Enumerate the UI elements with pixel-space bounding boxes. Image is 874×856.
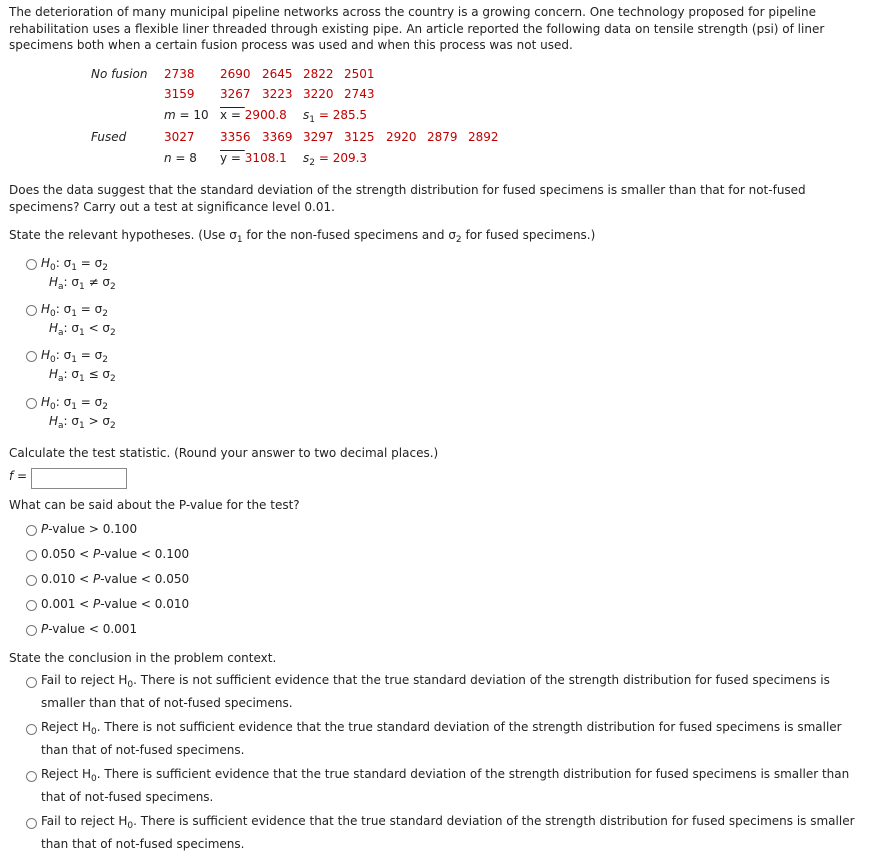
alt-hypothesis: $H_a$: $\sigma_1 < \sigma_2$ — [49, 321, 116, 338]
radio-button[interactable] — [26, 351, 37, 362]
sample-size-n: n = 8 — [164, 151, 197, 165]
table-cell: 2822 — [303, 67, 334, 81]
table-cell: 2501 — [344, 67, 375, 81]
pvalue-option-label: 0.001 < P-value < 0.010 — [41, 597, 190, 611]
pvalue-option-label: P-value > 0.100 — [41, 522, 138, 536]
null-hypothesis: $H_0$: $\sigma_1 = \sigma_2$ — [41, 256, 108, 273]
conclusion-prompt: State the conclusion in the problem context. — [9, 651, 277, 665]
table-cell: 2743 — [344, 87, 375, 101]
calc-prompt: Calculate the test statistic. (Round your answer to two decimal places.) — [9, 446, 439, 460]
sd-s2: $s_2 = 209.3$ — [303, 151, 368, 168]
table-cell: 3369 — [262, 130, 293, 144]
mean-x: x = 2900.8 — [220, 108, 287, 122]
radio-button[interactable] — [26, 305, 37, 316]
table-cell: 3356 — [220, 130, 251, 144]
conclusion-text: Reject $H_0$. There is sufficient evidence that the true standard deviation of the strength distribution for fused specimens is smaller than that of not-fused specimens. — [41, 767, 850, 804]
radio-button[interactable] — [26, 259, 37, 270]
table-cell: 2690 — [220, 67, 251, 81]
table-cell: 3125 — [344, 130, 375, 144]
f-label: f = — [9, 469, 28, 483]
pvalue-option-label: 0.050 < P-value < 0.100 — [41, 547, 190, 561]
null-hypothesis: $H_0$: $\sigma_1 = \sigma_2$ — [41, 395, 108, 412]
conclusion-text: Reject $H_0$. There is not sufficient evidence that the true standard deviation of the strength distribution for fused specimens is smaller than that of not-fused specimens. — [41, 720, 842, 757]
table-cell: 3223 — [262, 87, 293, 101]
radio-button[interactable] — [26, 525, 37, 536]
conclusion-text: Fail to reject $H_0$. There is not sufficient evidence that the true standard deviation of the strength distribution for fused specimens is smaller than that of not-fused specimens. — [41, 673, 830, 710]
sample-size-m: m = 10 — [164, 108, 209, 122]
no-fusion-label: No fusion — [91, 67, 148, 81]
table-cell: 3267 — [220, 87, 251, 101]
radio-button[interactable] — [26, 818, 37, 829]
table-cell: 2892 — [468, 130, 499, 144]
radio-button[interactable] — [26, 398, 37, 409]
radio-button[interactable] — [26, 600, 37, 611]
radio-button[interactable] — [26, 575, 37, 586]
null-hypothesis: $H_0$: $\sigma_1 = \sigma_2$ — [41, 302, 108, 319]
table-cell: 2920 — [386, 130, 417, 144]
table-cell: 3159 — [164, 87, 195, 101]
null-hypothesis: $H_0$: $\sigma_1 = \sigma_2$ — [41, 348, 108, 365]
alt-hypothesis: $H_a$: $\sigma_1 \le \sigma_2$ — [49, 367, 116, 384]
hypotheses-prompt: State the relevant hypotheses. (Use $\sigma_1$ for the non-fused specimens and $\sigma_2$ for fused specimens.) — [9, 228, 596, 245]
table-cell: 2645 — [262, 67, 293, 81]
mean-y: y = 3108.1 — [220, 151, 287, 165]
table-cell: 3297 — [303, 130, 334, 144]
pvalue-option-label: P-value < 0.001 — [41, 622, 138, 636]
question-text: Does the data suggest that the standard deviation of the strength distribution for fused specimens is smaller than that for not-fused specimens? Carry out a test at significance level 0.01. — [9, 183, 806, 214]
problem-intro: The deterioration of many municipal pipeline networks across the country is a growing concern. One technology proposed for pipeline rehabilitation uses a flexible liner threaded through existing pipe. An article reported the following data on tensile strength (psi) of liner specimens both when a certain fusion process was used and when this process was not used. — [9, 5, 825, 52]
table-cell: 2738 — [164, 67, 195, 81]
alt-hypothesis: $H_a$: $\sigma_1 \ne \sigma_2$ — [49, 275, 116, 292]
radio-button[interactable] — [26, 550, 37, 561]
table-cell: 2879 — [427, 130, 458, 144]
sd-s1: $s_1 = 285.5$ — [303, 108, 368, 125]
pvalue-prompt: What can be said about the P-value for the test? — [9, 498, 300, 512]
radio-button[interactable] — [26, 771, 37, 782]
table-cell: 3220 — [303, 87, 334, 101]
alt-hypothesis: $H_a$: $\sigma_1 > \sigma_2$ — [49, 414, 116, 431]
pvalue-option-label: 0.010 < P-value < 0.050 — [41, 572, 190, 586]
radio-button[interactable] — [26, 724, 37, 735]
radio-button[interactable] — [26, 625, 37, 636]
conclusion-text: Fail to reject $H_0$. There is sufficient evidence that the true standard deviation of the strength distribution for fused specimens is smaller than that of not-fused specimens. — [41, 814, 855, 851]
fused-label: Fused — [91, 130, 127, 144]
radio-button[interactable] — [26, 677, 37, 688]
f-statistic-input[interactable] — [31, 468, 127, 489]
table-cell: 3027 — [164, 130, 195, 144]
